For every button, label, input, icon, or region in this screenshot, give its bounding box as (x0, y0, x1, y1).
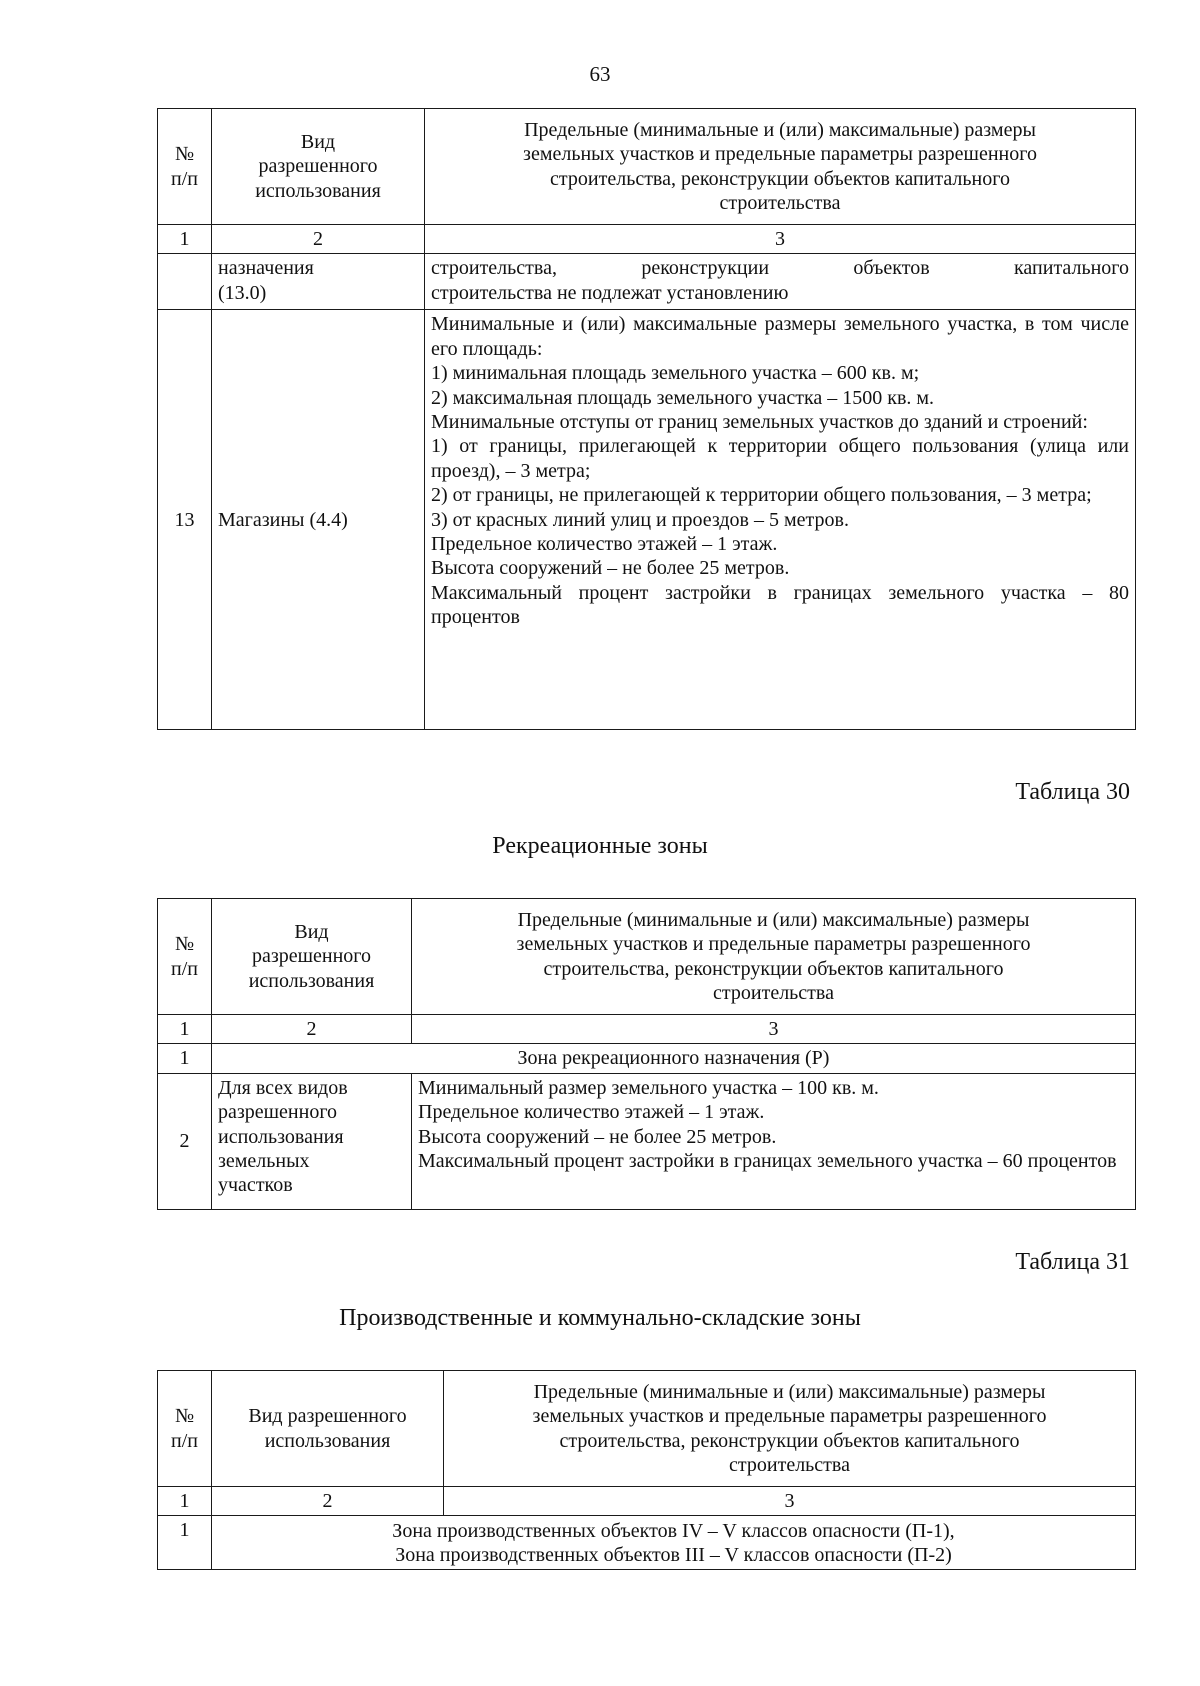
header-params-line: земельных участков и предельные параметры разрешенного (523, 143, 1037, 166)
header-params-line: строительства, реконструкции объектов капитального (550, 167, 1010, 190)
row-vid-line: разрешенного (218, 1101, 338, 1124)
table-31 (157, 1370, 1136, 1570)
header-params-line: земельных участков и предельные параметры разрешенного (516, 933, 1031, 956)
row-params-line: 1) минимальная площадь земельного участка – 600 кв. м; (431, 362, 920, 385)
col-number-cell: 3 (444, 1487, 1136, 1516)
header-num-line: № (174, 143, 195, 166)
header-vid-line: использования (248, 969, 375, 992)
row-vid-line: использования (218, 1125, 344, 1148)
header-vid-line: использования (255, 179, 381, 202)
header-params-line: строительства, реконструкции объектов капитального (559, 1429, 1020, 1452)
table-continuation (157, 108, 1136, 730)
header-num-cell (158, 1371, 212, 1487)
zone-title-line: Зона производственных объектов III – V классов опасности (П-2) (395, 1543, 952, 1566)
header-params-line: строительства (719, 191, 841, 214)
row-vid-line: (13.0) (218, 281, 267, 304)
row-vid-line: Для всех видов (218, 1076, 348, 1099)
col-number-cell: 1 (158, 225, 212, 254)
zone-row (158, 1516, 1136, 1570)
header-num-line: № (174, 933, 195, 956)
header-vid-cell (212, 899, 412, 1015)
header-params-line: Предельные (минимальные и (или) максимальные) размеры (524, 118, 1036, 141)
header-num-line: п/п (171, 167, 198, 190)
row-vid-line: участков (218, 1174, 293, 1197)
zone-title-line: Зона производственных объектов IV – V классов опасности (П-1), (392, 1519, 955, 1542)
row-params-line: Минимальный размер земельного участка – 100 кв. м. (418, 1076, 879, 1099)
zone-num-cell: 1 (158, 1044, 212, 1073)
header-vid-line: Вид разрешенного (248, 1405, 407, 1428)
table-row (158, 310, 1136, 730)
zone-num-cell: 1 (158, 1516, 212, 1570)
zone-title-cell: Зона рекреационного назначения (Р) (212, 1044, 1136, 1073)
row-params-line: Высота сооружений – не более 25 метров. (418, 1125, 777, 1148)
row-num-cell (158, 254, 212, 310)
row-params-cell (412, 1073, 1136, 1209)
row-params-line: Минимальные отступы от границ земельных участков до зданий и строений: (431, 410, 1088, 433)
header-num-line: № (174, 1405, 195, 1428)
col-number-cell: 3 (412, 1015, 1136, 1044)
header-params-cell (412, 899, 1136, 1015)
header-params-line: Предельные (минимальные и (или) максимальные) размеры (517, 908, 1030, 931)
row-num-cell: 2 (158, 1073, 212, 1209)
row-params-line: 1) от границы, прилегающей к территории общего пользования (улица или проезд), – 3 метра; (431, 435, 1129, 482)
table-row (158, 1073, 1136, 1209)
row-params-line: Высота сооружений – не более 25 метров. (431, 557, 790, 580)
header-vid-cell (212, 109, 425, 225)
table-30 (157, 898, 1136, 1210)
column-number-row (158, 225, 1136, 254)
header-vid-line: Вид (294, 920, 329, 943)
col-number-cell: 2 (212, 1015, 412, 1044)
row-params-line: 2) максимальная площадь земельного участка – 1500 кв. м. (431, 386, 935, 409)
row-vid-cell (212, 1073, 412, 1209)
row-params-line: Максимальный процент застройки в границах земельного участка – 60 процентов (418, 1149, 1117, 1172)
row-params-line: Предельное количество этажей – 1 этаж. (431, 532, 778, 555)
header-params-line: строительства (729, 1453, 850, 1476)
row-params-cell (425, 254, 1136, 310)
row-vid-line: назначения (218, 257, 314, 280)
row-params-line: 2) от границы, не прилегающей к территории общего пользования, – 3 метра; (431, 484, 1092, 507)
row-params-line: строительства, реконструкции объектов капитального (431, 257, 1129, 280)
row-num-cell: 13 (158, 310, 212, 730)
header-params-line: строительства, реконструкции объектов капитального (543, 957, 1004, 980)
table-row (158, 254, 1136, 310)
header-num-cell (158, 899, 212, 1015)
header-vid-cell (212, 1371, 444, 1487)
zone-title-cell (212, 1516, 1136, 1570)
col-number-cell: 1 (158, 1487, 212, 1516)
zone-row (158, 1044, 1136, 1073)
col-number-cell: 3 (425, 225, 1136, 254)
row-vid-cell (212, 254, 425, 310)
header-params-cell (444, 1371, 1136, 1487)
table30-title: Рекреационные зоны (492, 833, 708, 859)
row-vid-cell: Магазины (4.4) (212, 310, 425, 730)
header-vid-line: разрешенного (258, 155, 378, 178)
row-params-cell (425, 310, 1136, 730)
row-vid-line: земельных (218, 1149, 310, 1172)
header-params-line: строительства (713, 981, 834, 1004)
header-params-line: Предельные (минимальные и (или) максимальные) размеры (533, 1380, 1046, 1403)
table-header-row (158, 109, 1136, 225)
table31-caption: Таблица 31 (1015, 1249, 1130, 1275)
header-vid-line: Вид (300, 130, 336, 153)
header-num-line: п/п (171, 1429, 198, 1452)
column-number-row (158, 1487, 1136, 1516)
header-num-cell (158, 109, 212, 225)
column-number-row (158, 1015, 1136, 1044)
row-params-line: Максимальный процент застройки в границах земельного участка – 80 процентов (431, 581, 1129, 629)
header-num-line: п/п (171, 957, 198, 980)
header-vid-line: разрешенного (251, 945, 372, 968)
table-header-row (158, 899, 1136, 1015)
header-params-line: земельных участков и предельные параметры разрешенного (532, 1405, 1047, 1428)
col-number-cell: 2 (212, 1487, 444, 1516)
table30-caption: Таблица 30 (1015, 779, 1130, 805)
header-vid-line: использования (264, 1429, 391, 1452)
header-params-cell (425, 109, 1136, 225)
page-number: 63 (589, 62, 611, 86)
col-number-cell: 1 (158, 1015, 212, 1044)
row-params-line: Минимальные и (или) максимальные размеры земельного участка, в том числе его площадь: (431, 313, 1129, 360)
col-number-cell: 2 (212, 225, 425, 254)
table31-title: Производственные и коммунально-складские зоны (339, 1305, 861, 1331)
row-params-line: 3) от красных линий улиц и проездов – 5 метров. (431, 508, 849, 531)
row-params-line: Предельное количество этажей – 1 этаж. (418, 1101, 765, 1124)
table-header-row (158, 1371, 1136, 1487)
row-params-line: строительства не подлежат установлению (431, 281, 789, 304)
